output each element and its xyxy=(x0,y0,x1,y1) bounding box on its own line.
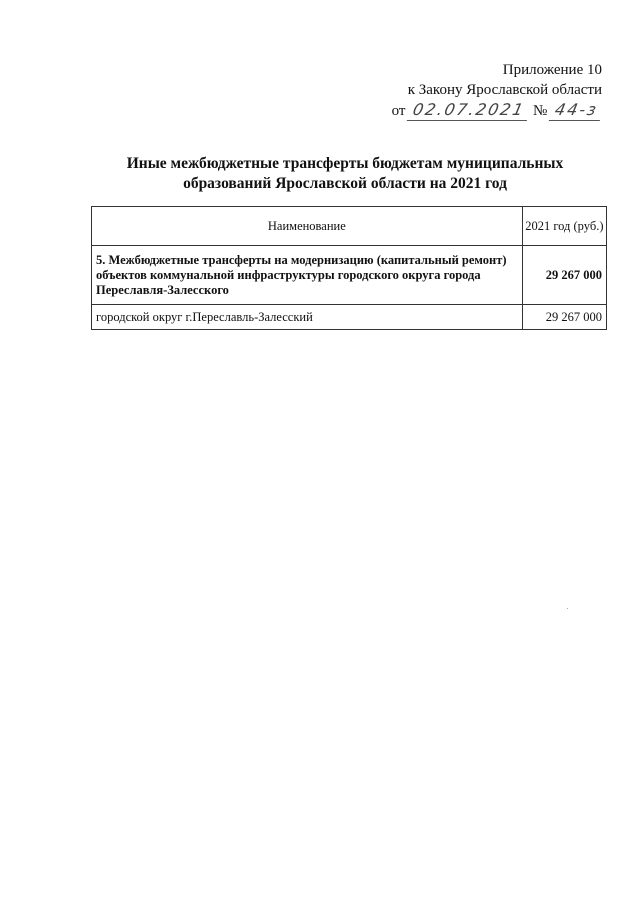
table-row xyxy=(92,305,607,330)
handwritten-number: 44-з xyxy=(549,100,604,121)
table-header-row xyxy=(92,207,607,246)
date-number-line xyxy=(392,100,602,121)
from-label: от xyxy=(391,103,406,119)
document-title: Иные межбюджетные трансферты бюджетам муниципальных образований Ярославской области на 2021 год xyxy=(126,155,564,192)
handwritten-date: 02.07.2021 xyxy=(407,100,531,121)
appendix-number: Приложение 10 xyxy=(502,62,602,78)
appendix-header xyxy=(392,60,602,121)
row-value: 29 267 000 xyxy=(522,305,606,330)
column-header-name: Наименование xyxy=(92,207,523,246)
row-value: 29 267 000 xyxy=(522,246,606,305)
row-name: городской округ г.Переславль-Залесский xyxy=(92,305,523,330)
number-label: № xyxy=(533,103,548,119)
law-reference: к Закону Ярославской области xyxy=(407,82,602,98)
row-name: 5. Межбюджетные трансферты на модернизацию (капитальный ремонт) объектов коммунальной инфраструктуры городского округа города Переславля-Залесского xyxy=(92,246,523,305)
table-row xyxy=(92,246,607,305)
transfers-table xyxy=(91,206,607,330)
column-header-value: 2021 год (руб.) xyxy=(522,207,606,246)
scan-speck xyxy=(567,608,568,609)
